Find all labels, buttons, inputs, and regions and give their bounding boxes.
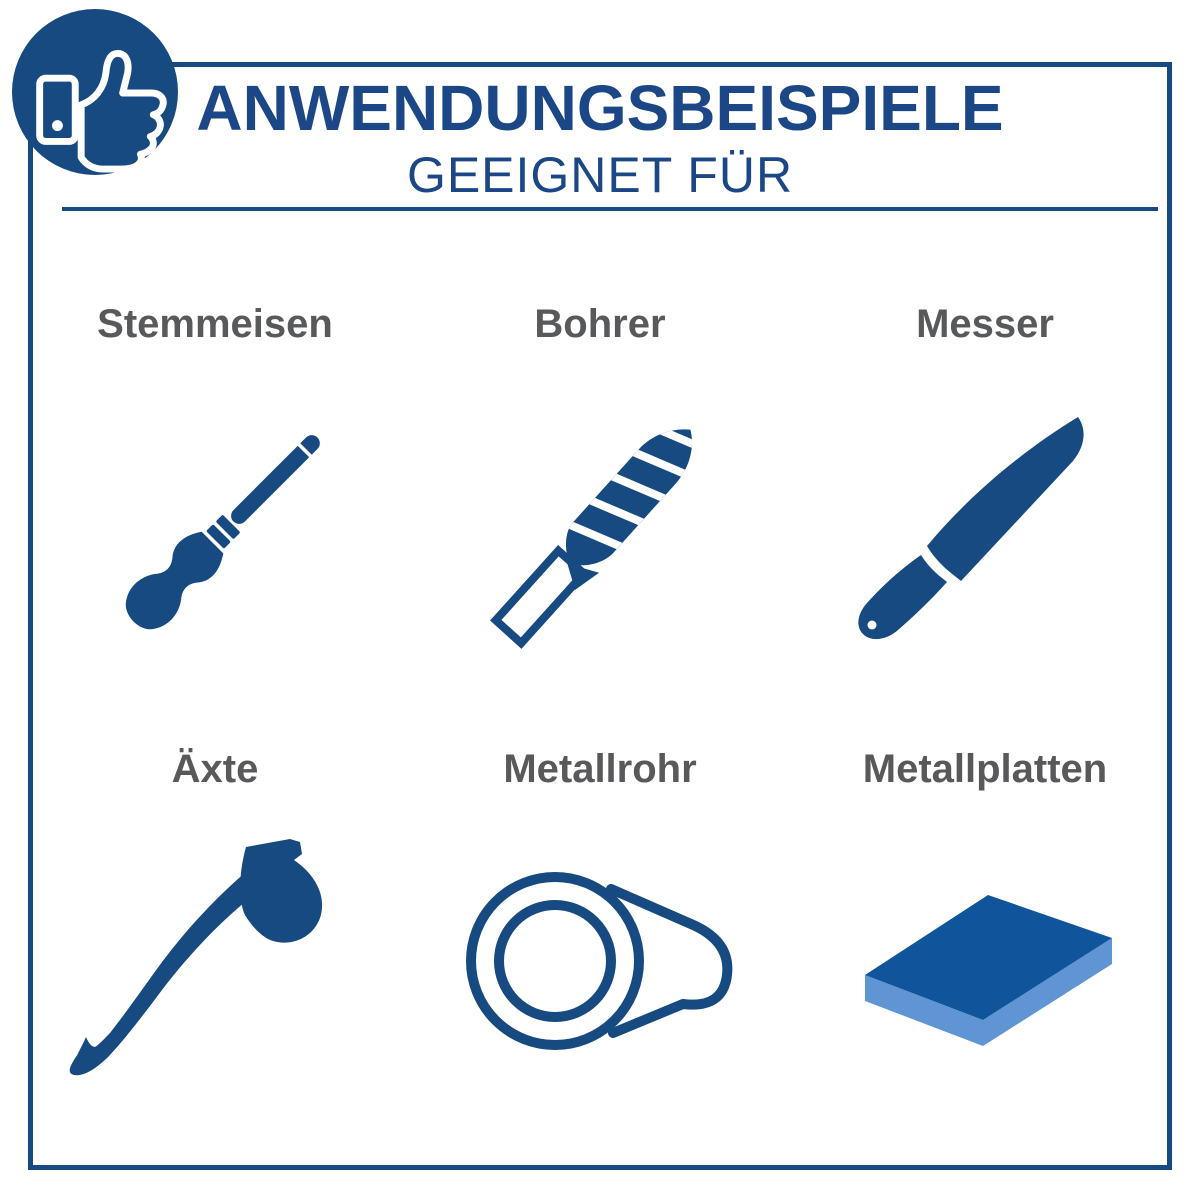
knife-icon (820, 385, 1150, 670)
label-metallrohr: Metallrohr (503, 747, 697, 791)
metal-plate-icon (820, 815, 1150, 1100)
label-bohrer: Bohrer (534, 302, 666, 346)
title-underline (62, 207, 1158, 211)
drill-bit-icon (435, 385, 765, 670)
label-messer: Messer (916, 302, 1054, 346)
page-subtitle: GEEIGNET FÜR (406, 147, 794, 203)
thumbs-up-badge (12, 9, 178, 175)
metal-pipe-icon (435, 815, 765, 1100)
label-aexte: Äxte (171, 747, 259, 791)
page-title: ANWENDUNGSBEISPIELE (196, 72, 1004, 144)
chisel-icon (50, 385, 380, 670)
thumbs-up-icon (12, 9, 178, 175)
label-metallplatten: Metallplatten (862, 747, 1108, 791)
axe-icon (50, 815, 380, 1100)
label-stemmeisen: Stemmeisen (97, 302, 333, 346)
